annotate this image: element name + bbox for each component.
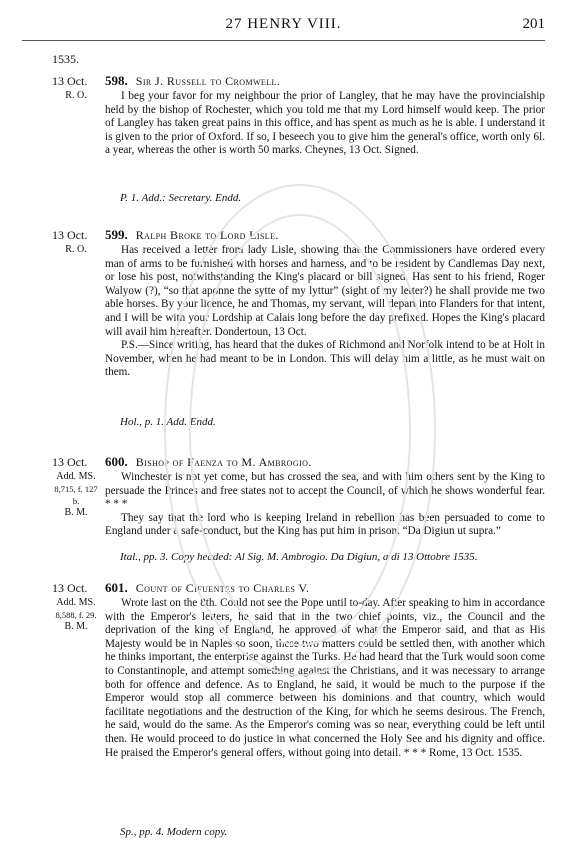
entry-paragraph: Winchester is not yet come, but has crossed the sea, and with him others sent by the King to persuade the Princes and free states not to accept the Council, of which he shows wonderful fear. * * * — [105, 471, 545, 511]
entry-heading — [105, 580, 309, 596]
entry-number: 599. — [105, 227, 128, 242]
entry-date: 13 Oct. — [52, 581, 88, 595]
year-heading: 1535. — [52, 52, 79, 66]
entry-heading — [105, 227, 279, 243]
entry-footnote: P. 1. Add.: Secretary. Endd. — [120, 192, 242, 204]
entry-paragraph: Wrote last on the 8th. Could not see the Pope until to-day. After speaking to him in accordance with the Emperor's letters, he said that in the two chief points, viz., the Council and the deprivation of the king of England, he approved of what the Emperor said, and that as His Majesty would be in Naples so soon, these two matters could be settled then, with another which he thinks important, the enterprise against the Turks. He had heard that the Turk would soon come to Constantinople, and attempt something against the Christians, and it was necessary to arrange both for offence and defence. As to England, he said, it would be much to the purpose if the Emperor would stop all commerce between his dominions and that country, which would facilitate negotiations and the destruction of the King, for which he seems desirous. The French, he said, would do the same. As the Emperor's coming was so near, everything could be left until then. He would proceed to do justice in what concerned the Holy See and his dignity and office. He praised the Emperor's general offers, without going into detail. * * * Rome, 13 Oct. 1535. — [105, 597, 545, 759]
entry-source: R. O. — [65, 90, 87, 101]
entry-date: 13 Oct. — [52, 74, 88, 88]
entry-title: Bishop of Faenza to M. Ambrogio. — [135, 455, 312, 469]
entry-paragraph: Has received a letter from lady Lisle, showing that the Commissioners have ordered every man of arms to be furnished with horses and harness, and to be resident by Candlemas Day next, or lose his post, notwithstanding the King's placard or bill signed. Has sent to his friend, Roger Walyow (?), “so that aponne the sytte of my lyttur” (sight of my letter?) he shall provide me two able horses. By your licence, he and Thomas, my servant, will depart into Flanders for that intent, and I will be with your Lordship at Calais long before the day prefixed. Hopes the King's placard will avail him hereafter. Dondertoun, 13 Oct. — [105, 244, 545, 338]
entry-paragraph: I beg your favor for my neighbour the prior of Langley, that he may have the provincialship held by the bishop of Rochester, which you told me that my Lord himself would keep. The prior of Langley has taken great pains in this office, and has spent as much as he is able. I understand it is given to the prior of Oxford. If so, I beseech you to give him the general's office, worth only 6l. a year, whereas the other is worth 50 marks. Cheynes, 13 Oct. Signed. — [105, 90, 545, 157]
entry-footnote: Sp., pp. 4. Modern copy. — [120, 826, 228, 838]
running-title: 27 HENRY VIII. — [225, 16, 342, 32]
entry-source: Add. MS. 8,588, f. 29. B. M. — [55, 597, 97, 632]
entry-title: Count of Cifuentes to Charles V. — [135, 581, 310, 595]
entry-source: R. O. — [65, 244, 87, 255]
entry-text — [105, 471, 545, 539]
entry-postscript: P.S.—Since writing, has heard that the dukes of Richmond and Norfolk intend to be at Holt in November, when he had meant to be in London. This will delay him a little, as he must wait on them. — [105, 339, 545, 379]
entry-heading — [105, 454, 312, 470]
entry-source: Add. MS. 8,715, f. 127 b. B. M. — [54, 471, 98, 518]
entry-number: 598. — [105, 73, 128, 88]
entry-footnote: Hol., p. 1. Add. Endd. — [120, 416, 216, 428]
entry-number: 601. — [105, 580, 128, 595]
entry-number: 600. — [105, 454, 128, 469]
entry-title: Sir J. Russell to Cromwell. — [135, 74, 281, 88]
entry-footnote: Ital., pp. 3. Copy headed: Al Sig. M. Ambrogio. Da Digiun, a di 13 Ottobre 1535. — [120, 551, 478, 563]
header-rule — [22, 40, 545, 41]
entry-date: 13 Oct. — [52, 455, 88, 469]
entry-title: Ralph Broke to Lord Lisle. — [135, 228, 279, 242]
entry-text — [105, 90, 545, 158]
entry-date: 13 Oct. — [52, 228, 88, 242]
page-number: 201 — [522, 16, 545, 32]
entry-heading — [105, 73, 280, 89]
entry-text — [105, 244, 545, 380]
entry-text — [105, 597, 545, 760]
entry-paragraph: They say that the lord who is keeping Ireland in rebellion has been persuaded to come to England under a safe-conduct, but the King has put him in prison. “Da Digiun ut supra.” — [105, 511, 545, 538]
